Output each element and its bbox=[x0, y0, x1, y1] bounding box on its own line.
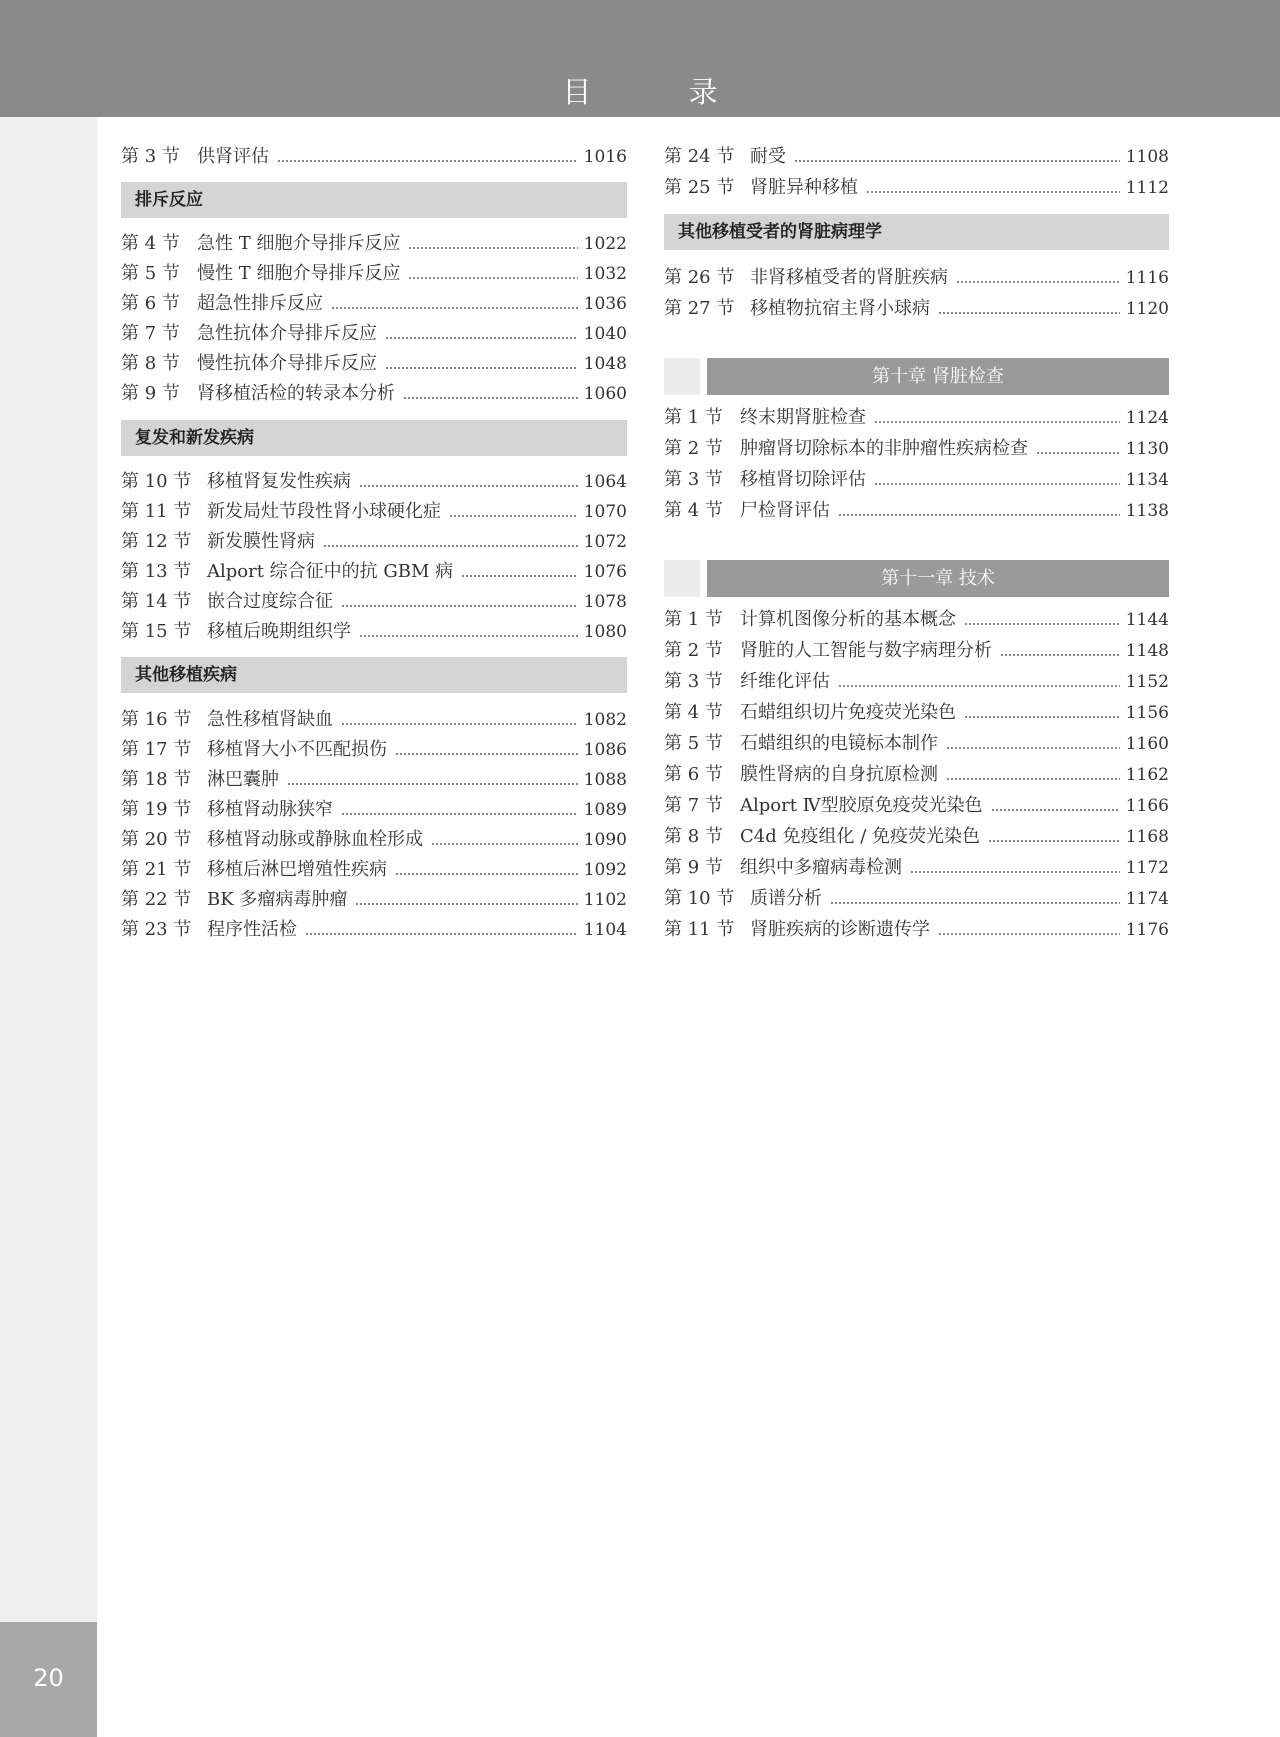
section-number: 第 8 节 bbox=[664, 826, 723, 847]
section-number: 第 21 节 bbox=[121, 859, 192, 880]
section-heading: 复发和新发疾病 bbox=[121, 420, 627, 456]
leader-dots bbox=[305, 933, 578, 935]
toc-entry[interactable] bbox=[121, 558, 627, 584]
leader-dots bbox=[431, 843, 578, 845]
toc-entry[interactable] bbox=[121, 143, 627, 169]
entry-title: 移植肾动脉狭窄 bbox=[207, 799, 333, 820]
leader-dots bbox=[838, 685, 1120, 687]
leader-dots bbox=[341, 605, 578, 607]
page-ref: 1156 bbox=[1125, 703, 1169, 723]
toc-entry[interactable] bbox=[121, 736, 627, 762]
entry-title: 组织中多瘤病毒检测 bbox=[740, 857, 902, 878]
leader-dots bbox=[359, 635, 578, 637]
leader-dots bbox=[395, 753, 578, 755]
leader-dots bbox=[946, 747, 1120, 749]
section-number: 第 15 节 bbox=[121, 621, 192, 642]
section-number: 第 14 节 bbox=[121, 591, 192, 612]
page-ref: 1064 bbox=[583, 472, 627, 492]
page-ref: 1176 bbox=[1125, 920, 1169, 940]
leader-dots bbox=[866, 191, 1120, 193]
entry-title: Alport Ⅳ型胶原免疫荧光染色 bbox=[740, 795, 983, 816]
entry-title: 程序性活检 bbox=[207, 919, 297, 940]
toc-entry[interactable] bbox=[664, 174, 1169, 200]
leader-dots bbox=[287, 783, 578, 785]
leader-dots bbox=[331, 307, 578, 309]
entry-title: 嵌合过度综合征 bbox=[207, 591, 333, 612]
chapter-stub bbox=[664, 358, 700, 395]
entry-title: 肿瘤肾切除标本的非肿瘤性疾病检查 bbox=[740, 438, 1028, 459]
entry-title: 石蜡组织切片免疫荧光染色 bbox=[740, 702, 956, 723]
side-strip bbox=[0, 117, 97, 1737]
section-number: 第 9 节 bbox=[664, 857, 723, 878]
toc-entry[interactable] bbox=[121, 320, 627, 346]
leader-dots bbox=[277, 160, 578, 162]
page-ref: 1016 bbox=[583, 147, 627, 167]
section-number: 第 7 节 bbox=[664, 795, 723, 816]
toc-entry[interactable] bbox=[121, 528, 627, 554]
toc-entry[interactable] bbox=[121, 766, 627, 792]
page-ref: 1090 bbox=[583, 830, 627, 850]
entry-title: 供肾评估 bbox=[197, 146, 269, 167]
toc-entry[interactable] bbox=[664, 435, 1169, 461]
section-number: 第 10 节 bbox=[121, 471, 192, 492]
page-ref: 1120 bbox=[1125, 299, 1169, 319]
entry-title: 计算机图像分析的基本概念 bbox=[740, 609, 956, 630]
toc-entry[interactable] bbox=[121, 826, 627, 852]
leader-dots bbox=[964, 623, 1120, 625]
page-ref: 1070 bbox=[583, 502, 627, 522]
entry-title: 肾脏疾病的诊断遗传学 bbox=[750, 919, 930, 940]
section-number: 第 9 节 bbox=[121, 383, 180, 404]
toc-entry[interactable] bbox=[121, 916, 627, 942]
toc-entry[interactable] bbox=[664, 699, 1169, 725]
page-ref: 1112 bbox=[1125, 178, 1169, 198]
page-ref: 1138 bbox=[1125, 501, 1169, 521]
entry-title: 移植肾复发性疾病 bbox=[207, 471, 351, 492]
section-number: 第 17 节 bbox=[121, 739, 192, 760]
entry-title: 新发局灶节段性肾小球硬化症 bbox=[207, 501, 441, 522]
page-ref: 1144 bbox=[1125, 610, 1169, 630]
toc-entry[interactable] bbox=[121, 290, 627, 316]
page-ref: 1152 bbox=[1125, 672, 1169, 692]
leader-dots bbox=[449, 515, 578, 517]
section-number: 第 11 节 bbox=[121, 501, 192, 522]
entry-title: 慢性抗体介导排斥反应 bbox=[197, 353, 377, 374]
toc-entry[interactable] bbox=[664, 668, 1169, 694]
leader-dots bbox=[988, 840, 1120, 842]
page-ref: 1032 bbox=[583, 264, 627, 284]
entry-title: 终末期肾脏检查 bbox=[740, 407, 866, 428]
section-heading: 其他移植疾病 bbox=[121, 657, 627, 693]
entry-title: 急性移植肾缺血 bbox=[207, 709, 333, 730]
section-number: 第 1 节 bbox=[664, 407, 723, 428]
entry-title: 非肾移植受者的肾脏疾病 bbox=[750, 267, 948, 288]
toc-entry[interactable] bbox=[664, 606, 1169, 632]
section-number: 第 18 节 bbox=[121, 769, 192, 790]
entry-title: 移植后淋巴增殖性疾病 bbox=[207, 859, 387, 880]
section-number: 第 5 节 bbox=[121, 263, 180, 284]
chapter-heading bbox=[664, 358, 1169, 395]
leader-dots bbox=[838, 514, 1120, 516]
section-number: 第 1 节 bbox=[664, 609, 723, 630]
toc-entry[interactable] bbox=[664, 792, 1169, 818]
section-number: 第 23 节 bbox=[121, 919, 192, 940]
toc-entry[interactable] bbox=[664, 295, 1169, 321]
leader-dots bbox=[938, 312, 1120, 314]
section-number: 第 4 节 bbox=[121, 233, 180, 254]
toc-entry[interactable] bbox=[121, 380, 627, 406]
toc-entry[interactable] bbox=[664, 264, 1169, 290]
section-number: 第 13 节 bbox=[121, 561, 192, 582]
page-ref: 1060 bbox=[583, 384, 627, 404]
page-ref: 1160 bbox=[1125, 734, 1169, 754]
page-ref: 1124 bbox=[1125, 408, 1169, 428]
page-ref: 1108 bbox=[1125, 147, 1169, 167]
section-number: 第 4 节 bbox=[664, 702, 723, 723]
toc-entry[interactable] bbox=[121, 350, 627, 376]
page-ref: 1040 bbox=[583, 324, 627, 344]
section-number: 第 25 节 bbox=[664, 177, 735, 198]
toc-entry[interactable] bbox=[121, 260, 627, 286]
entry-title: 急性抗体介导排斥反应 bbox=[197, 323, 377, 344]
leader-dots bbox=[385, 337, 578, 339]
section-number: 第 27 节 bbox=[664, 298, 735, 319]
toc-entry[interactable] bbox=[664, 823, 1169, 849]
toc-entry[interactable] bbox=[664, 143, 1169, 169]
toc-entry[interactable] bbox=[121, 856, 627, 882]
entry-title: 移植肾动脉或静脉血栓形成 bbox=[207, 829, 423, 850]
section-number: 第 5 节 bbox=[664, 733, 723, 754]
entry-title: 石蜡组织的电镜标本制作 bbox=[740, 733, 938, 754]
section-heading: 其他移植受者的肾脏病理学 bbox=[664, 214, 1169, 250]
page-ref: 1086 bbox=[583, 740, 627, 760]
section-heading: 排斥反应 bbox=[121, 182, 627, 218]
section-number: 第 19 节 bbox=[121, 799, 192, 820]
entry-title: 超急性排斥反应 bbox=[197, 293, 323, 314]
entry-title: 新发膜性肾病 bbox=[207, 531, 315, 552]
leader-dots bbox=[991, 809, 1120, 811]
entry-title: 移植后晚期组织学 bbox=[207, 621, 351, 642]
section-number: 第 2 节 bbox=[664, 438, 723, 459]
leader-dots bbox=[403, 397, 578, 399]
page-ref: 1092 bbox=[583, 860, 627, 880]
section-number: 第 6 节 bbox=[121, 293, 180, 314]
leader-dots bbox=[323, 545, 578, 547]
page-ref: 1089 bbox=[583, 800, 627, 820]
section-number: 第 10 节 bbox=[664, 888, 735, 909]
page-ref: 1078 bbox=[583, 592, 627, 612]
page-ref: 1036 bbox=[583, 294, 627, 314]
chapter-stub bbox=[664, 560, 700, 597]
page-ref: 1082 bbox=[583, 710, 627, 730]
toc-entry[interactable] bbox=[664, 637, 1169, 663]
page-ref: 1022 bbox=[583, 234, 627, 254]
leader-dots bbox=[395, 873, 578, 875]
entry-title: 急性 T 细胞介导排斥反应 bbox=[197, 233, 401, 254]
toc-entry[interactable] bbox=[664, 761, 1169, 787]
page-ref: 1076 bbox=[583, 562, 627, 582]
page-ref: 1172 bbox=[1125, 858, 1169, 878]
toc-entry[interactable] bbox=[664, 730, 1169, 756]
section-number: 第 22 节 bbox=[121, 889, 192, 910]
page-ref: 1174 bbox=[1125, 889, 1169, 909]
entry-title: C4d 免疫组化 / 免疫荧光染色 bbox=[740, 826, 980, 847]
entry-title: 移植肾大小不匹配损伤 bbox=[207, 739, 387, 760]
leader-dots bbox=[946, 778, 1120, 780]
entry-title: 尸检肾评估 bbox=[740, 500, 830, 521]
page-ref: 1168 bbox=[1125, 827, 1169, 847]
toc-entry[interactable] bbox=[664, 916, 1169, 942]
leader-dots bbox=[874, 421, 1120, 423]
leader-dots bbox=[385, 367, 578, 369]
entry-title: 膜性肾病的自身抗原检测 bbox=[740, 764, 938, 785]
toc-entry[interactable] bbox=[121, 618, 627, 644]
section-number: 第 7 节 bbox=[121, 323, 180, 344]
toc-entry[interactable] bbox=[121, 706, 627, 732]
leader-dots bbox=[359, 485, 578, 487]
leader-dots bbox=[874, 483, 1120, 485]
entry-title: 耐受 bbox=[750, 146, 786, 167]
entry-title: 肾移植活检的转录本分析 bbox=[197, 383, 395, 404]
page-header bbox=[0, 0, 1280, 117]
section-number: 第 11 节 bbox=[664, 919, 735, 940]
toc-entry[interactable] bbox=[121, 468, 627, 494]
section-number: 第 12 节 bbox=[121, 531, 192, 552]
leader-dots bbox=[910, 871, 1120, 873]
leader-dots bbox=[355, 903, 577, 905]
page-ref: 1130 bbox=[1125, 439, 1169, 459]
leader-dots bbox=[794, 160, 1120, 162]
toc-entry[interactable] bbox=[121, 796, 627, 822]
page-ref: 1080 bbox=[583, 622, 627, 642]
chapter-heading bbox=[664, 560, 1169, 597]
section-number: 第 6 节 bbox=[664, 764, 723, 785]
leader-dots bbox=[1036, 452, 1120, 454]
section-number: 第 2 节 bbox=[664, 640, 723, 661]
toc-entry[interactable] bbox=[664, 885, 1169, 911]
page-number: 20 bbox=[33, 1664, 64, 1692]
leader-dots bbox=[830, 902, 1120, 904]
section-number: 第 8 节 bbox=[121, 353, 180, 374]
page-ref: 1088 bbox=[583, 770, 627, 790]
leader-dots bbox=[461, 575, 578, 577]
section-number: 第 3 节 bbox=[121, 146, 180, 167]
section-number: 第 4 节 bbox=[664, 500, 723, 521]
entry-title: 肾脏异种移植 bbox=[750, 177, 858, 198]
leader-dots bbox=[341, 813, 578, 815]
entry-title: 淋巴囊肿 bbox=[207, 769, 279, 790]
entry-title: BK 多瘤病毒肿瘤 bbox=[207, 889, 348, 910]
page-ref: 1072 bbox=[583, 532, 627, 552]
toc-entry[interactable] bbox=[121, 498, 627, 524]
section-number: 第 3 节 bbox=[664, 671, 723, 692]
page-title: 目 录 bbox=[562, 75, 762, 109]
toc-entry[interactable] bbox=[664, 404, 1169, 430]
leader-dots bbox=[938, 933, 1120, 935]
leader-dots bbox=[956, 281, 1120, 283]
page-ref: 1048 bbox=[583, 354, 627, 374]
leader-dots bbox=[408, 277, 577, 279]
page-ref: 1104 bbox=[583, 920, 627, 940]
page-number-tab bbox=[0, 1622, 97, 1737]
entry-title: 移植物抗宿主肾小球病 bbox=[750, 298, 930, 319]
toc-entry[interactable] bbox=[121, 886, 627, 912]
entry-title: 纤维化评估 bbox=[740, 671, 830, 692]
toc-entry[interactable] bbox=[121, 588, 627, 614]
chapter-title: 第十一章 技术 bbox=[707, 560, 1169, 597]
entry-title: 移植肾切除评估 bbox=[740, 469, 866, 490]
entry-title: Alport 综合征中的抗 GBM 病 bbox=[207, 561, 454, 582]
section-number: 第 20 节 bbox=[121, 829, 192, 850]
leader-dots bbox=[1000, 654, 1120, 656]
page-ref: 1148 bbox=[1125, 641, 1169, 661]
chapter-title: 第十章 肾脏检查 bbox=[707, 358, 1169, 395]
leader-dots bbox=[408, 247, 577, 249]
page-ref: 1102 bbox=[583, 890, 627, 910]
leader-dots bbox=[964, 716, 1120, 718]
entry-title: 慢性 T 细胞介导排斥反应 bbox=[197, 263, 401, 284]
page-ref: 1166 bbox=[1125, 796, 1169, 816]
toc-entry[interactable] bbox=[664, 466, 1169, 492]
toc-entry[interactable] bbox=[121, 230, 627, 256]
entry-title: 质谱分析 bbox=[750, 888, 822, 909]
toc-entry[interactable] bbox=[664, 854, 1169, 880]
section-number: 第 26 节 bbox=[664, 267, 735, 288]
section-number: 第 3 节 bbox=[664, 469, 723, 490]
page-ref: 1116 bbox=[1125, 268, 1169, 288]
toc-entry[interactable] bbox=[664, 497, 1169, 523]
page-ref: 1134 bbox=[1125, 470, 1169, 490]
leader-dots bbox=[341, 723, 578, 725]
page-ref: 1162 bbox=[1125, 765, 1169, 785]
section-number: 第 24 节 bbox=[664, 146, 735, 167]
section-number: 第 16 节 bbox=[121, 709, 192, 730]
entry-title: 肾脏的人工智能与数字病理分析 bbox=[740, 640, 992, 661]
